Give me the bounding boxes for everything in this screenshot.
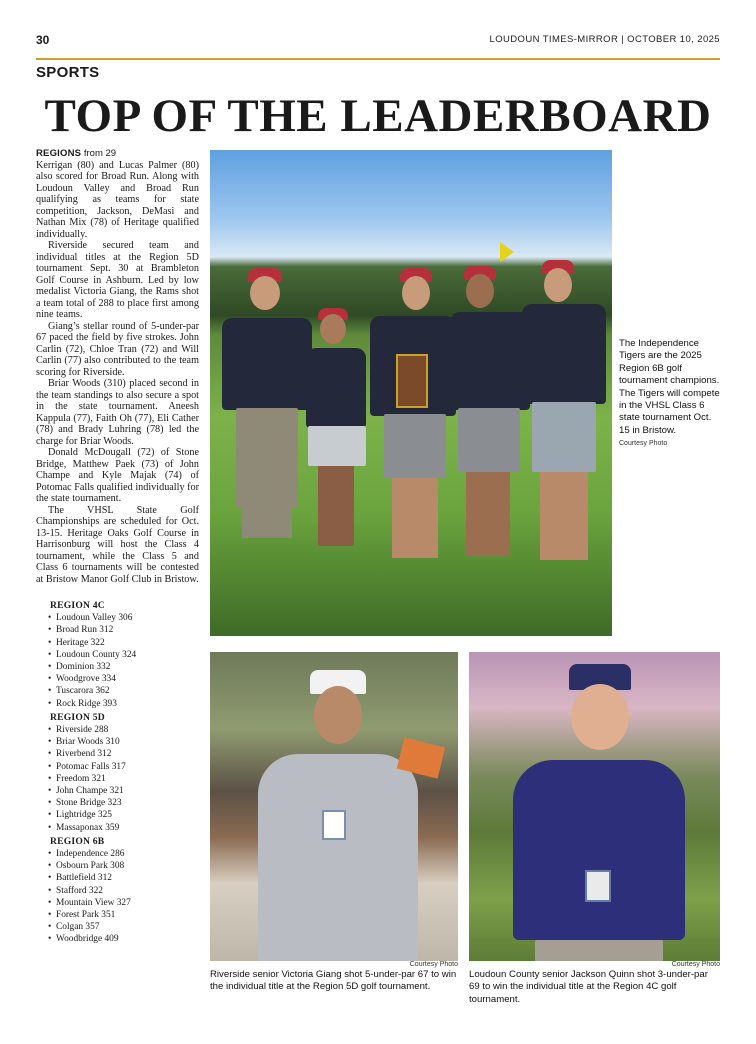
- region-heading: REGION 5D: [50, 711, 105, 723]
- page-number: 30: [36, 33, 50, 47]
- standings-list: [48, 612, 199, 710]
- headline: TOP OF THE LEADERBOARD: [44, 90, 712, 142]
- list-item: • Osbourn Park 308: [48, 860, 199, 872]
- list-item: • Mountain View 327: [48, 897, 199, 909]
- list-item: • Stone Bridge 323: [48, 797, 199, 809]
- list-item: • Independence 286: [48, 848, 199, 860]
- header-rule: [36, 58, 720, 60]
- list-item: • Briar Woods 310: [48, 736, 199, 748]
- region-standings: [36, 598, 199, 946]
- list-item: • Lightridge 325: [48, 809, 199, 821]
- team-photo: [210, 150, 612, 636]
- article-paragraph: Donald McDougall (72) of Stone Bridge, Matthew Paek (73) of John Champe and Kyle Majak (74) of Potomac Falls qualified individually for the state tournament.: [36, 447, 199, 504]
- caption-text: The Independence Tigers are the 2025 Region 6B golf tournament champions. The Tigers will compete in the VHSL Class 6 state tournament Oct. 15 in Bristow.: [619, 338, 720, 436]
- article-paragraph: The VHSL State Golf Championships are scheduled for Oct. 13-15. Heritage Oaks Golf Course in Harrisonburg will host the Class 4 tournament, while the Class 5 and Class 6 tournaments will be contested at Bristow Manor Golf Club in Bristow.: [36, 504, 199, 585]
- quinn-caption: Loudoun County senior Jackson Quinn shot 3-under-par 69 to win the individual title at the Region 4C golf tournament.: [469, 969, 708, 1005]
- list-item: • John Champe 321: [48, 785, 199, 797]
- pin-flag: [500, 242, 514, 262]
- article-paragraph: Giang’s stellar round of 5-under-par 67 paced the field by five strokes. John Carlin (72), Chloe Tran (72) and Will Carlin (77) also contributed to the team scoring for Riverside.: [36, 320, 199, 378]
- list-item: • Loudoun County 324: [48, 649, 199, 661]
- list-item: • Woodgrove 334: [48, 673, 199, 685]
- list-item: • Tuscarora 362: [48, 685, 199, 697]
- list-item: • Dominion 332: [48, 661, 199, 673]
- region-heading: REGION 4C: [50, 600, 105, 611]
- jump-from: from 29: [81, 148, 117, 159]
- article-paragraph: Briar Woods (310) placed second in the team standings to also secure a spot in the state tournament. Aneesh Kappula (77), Faith Oh (77), Eli Cather (78) and Brady Luhring (78) led the charge for Briar Woods.: [36, 378, 199, 447]
- list-item: • Potomac Falls 317: [48, 761, 199, 773]
- section-label: SPORTS: [36, 64, 100, 81]
- team-photo-caption: [619, 338, 724, 451]
- standings-list: [48, 724, 199, 834]
- list-item: • Loudoun Valley 306: [48, 612, 199, 624]
- list-item: • Stafford 322: [48, 885, 199, 897]
- list-item: • Riverside 288: [48, 724, 199, 736]
- giang-caption: Riverside senior Victoria Giang shot 5-under-par 67 to win the individual title at the Region 5D golf tournament.: [210, 969, 457, 993]
- giang-photo: [210, 652, 458, 961]
- list-item: • Freedom 321: [48, 773, 199, 785]
- list-item: • Rock Ridge 393: [48, 698, 199, 710]
- list-item: • Massaponax 359: [48, 822, 199, 834]
- jump-line: [36, 148, 199, 160]
- article-paragraph: Kerrigan (80) and Lucas Palmer (80) also scored for Broad Run. Along with Loudoun Valley and Broad Run qualifying as teams for state competition, Jackson, DeMasi and Nathan Mix (78) of Heritage qualified individually.: [36, 159, 199, 240]
- jump-label: REGIONS: [36, 148, 82, 159]
- publication-dateline: LOUDOUN TIMES-MIRROR | OCTOBER 10, 2025: [489, 34, 720, 45]
- list-item: • Heritage 322: [48, 637, 199, 649]
- list-item: • Woodbridge 409: [48, 933, 199, 945]
- list-item: • Broad Run 312: [48, 624, 199, 636]
- list-item: • Forest Park 351: [48, 909, 199, 921]
- list-item: • Colgan 357: [48, 921, 199, 933]
- article-body: [36, 148, 199, 585]
- photo-credit: Courtesy Photo: [409, 961, 458, 968]
- standings-list: [48, 848, 199, 946]
- quinn-photo: [469, 652, 720, 961]
- photo-credit: Courtesy Photo: [619, 440, 668, 448]
- photo-credit: Courtesy Photo: [671, 961, 720, 968]
- article-paragraph: Riverside secured team and individual titles at the Region 5D tournament Sept. 30 at Brambleton Golf Course in Ashburn. Led by low medalist Victoria Giang, the Rams shot a team total of 288 to place first among nine teams.: [36, 240, 199, 320]
- list-item: • Riverbend 312: [48, 748, 199, 760]
- region-heading: REGION 6B: [50, 835, 105, 847]
- list-item: • Battlefield 312: [48, 872, 199, 884]
